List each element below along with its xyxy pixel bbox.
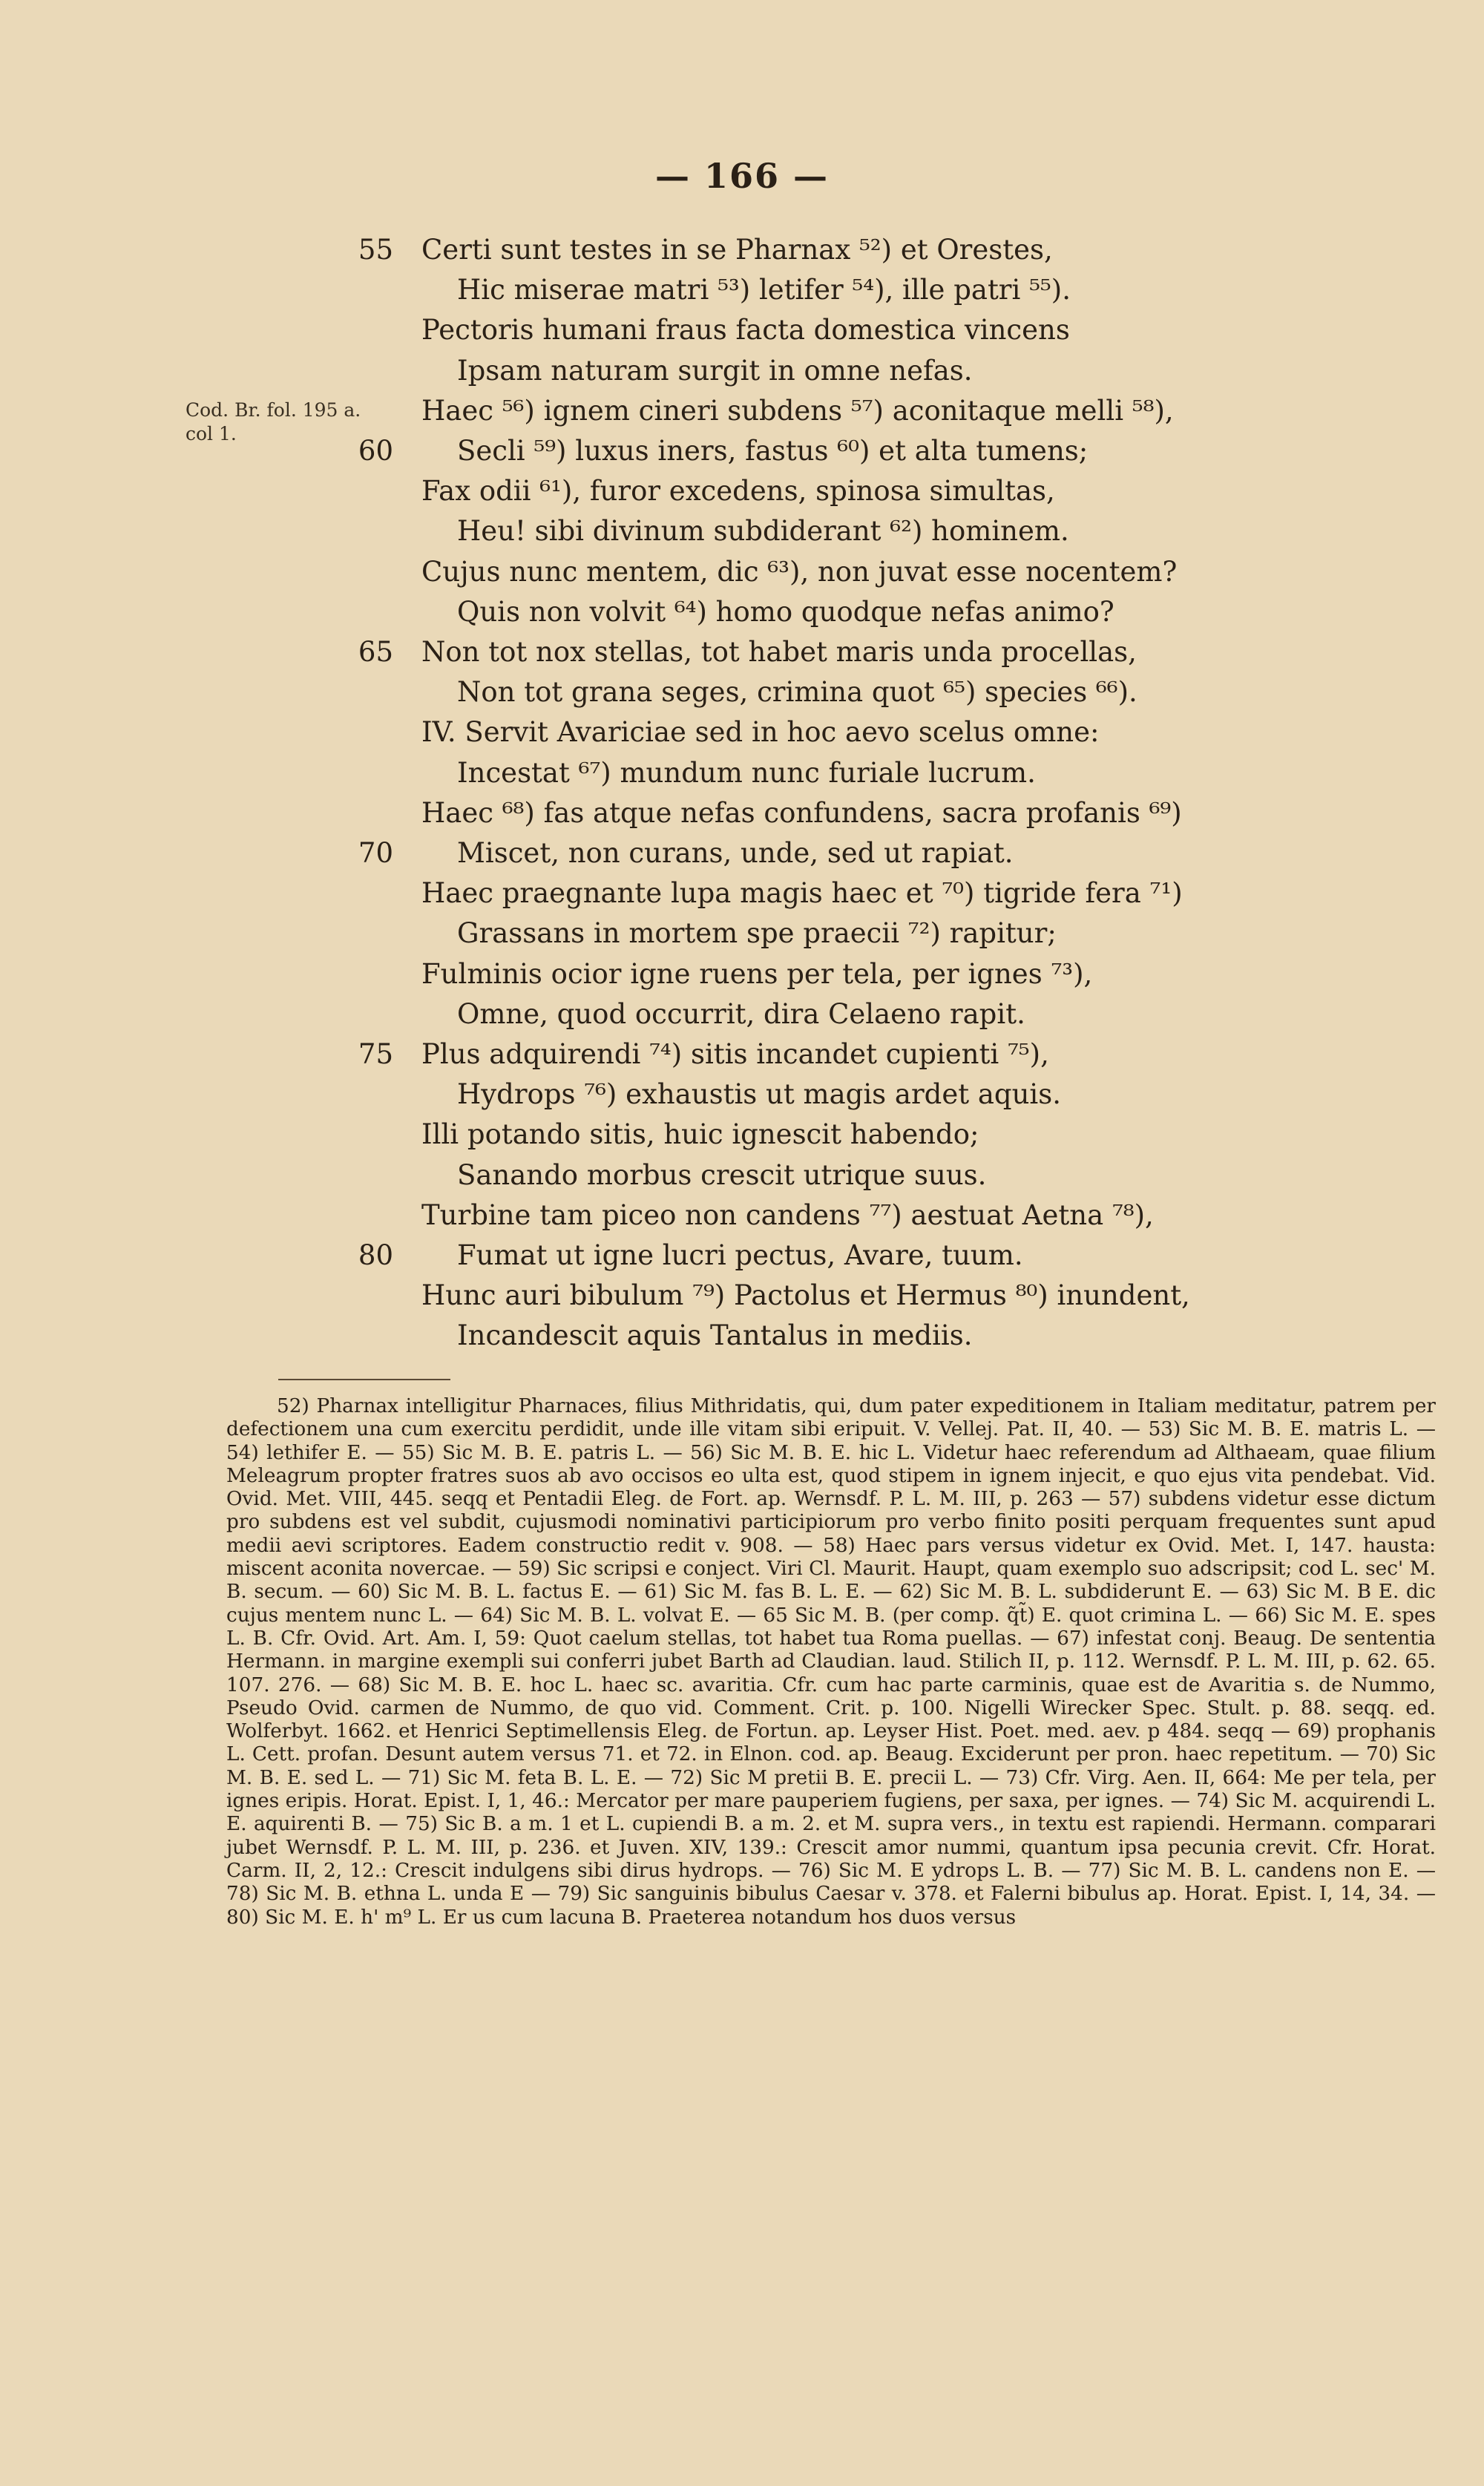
footnotes	[226, 1395, 1436, 1929]
verse-text: Non tot grana seges, crimina quot ⁶⁵) species ⁶⁶).	[457, 676, 1137, 709]
verse-text: Illi potando sitis, huic ignescit habendo;	[421, 1118, 979, 1151]
verse-text: Secli ⁵⁹) luxus iners, fastus ⁶⁰) et alta tumens;	[457, 435, 1089, 467]
verse-text: Pectoris humani fraus facta domestica vincens	[421, 314, 1070, 347]
verse-text: Non tot nox stellas, tot habet maris unda procellas,	[421, 636, 1137, 668]
footnote-divider	[278, 1379, 450, 1380]
verse-text: Miscet, non curans, unde, sed ut rapiat.	[457, 837, 1014, 869]
verse-text: Plus adquirendi ⁷⁴) sitis incandet cupienti ⁷⁵),	[421, 1038, 1049, 1070]
verse-number: 65	[358, 636, 393, 668]
verse-text: Heu! sibi divinum subdiderant ⁶²) hominem.	[457, 515, 1069, 548]
verse-text: Fumat ut igne lucri pectus, Avare, tuum.	[457, 1239, 1023, 1271]
verse-text: Omne, quod occurrit, dira Celaeno rapit.	[457, 997, 1025, 1030]
verse-text: Certi sunt testes in se Pharnax ⁵²) et Orestes,	[421, 234, 1053, 266]
verse-text: Hydrops ⁷⁶) exhaustis ut magis ardet aquis.	[457, 1078, 1062, 1111]
verse-text: Haec ⁵⁶) ignem cineri subdens ⁵⁷) aconitaque melli ⁵⁸),	[421, 394, 1174, 427]
verse-text: Fax odii ⁶¹), furor excedens, spinosa simultas,	[421, 475, 1055, 508]
verse-text: Incestat ⁶⁷) mundum nunc furiale lucrum.	[457, 756, 1036, 789]
verse-text: Hunc auri bibulum ⁷⁹) Pactolus et Hermus ⁸⁰) inundent,	[421, 1279, 1190, 1312]
verse-text: Sanando morbus crescit utrique suus.	[457, 1158, 987, 1191]
verse-number: 60	[358, 435, 393, 467]
footnote-text: 52) Pharnax intelligitur Pharnaces, filius Mithridatis, qui, dum pater expeditionem in Italiam meditatur, patrem per defectionem una cum exercitu perdidit, unde ille vitam sibi eripuit. V. Vellej. Pat. II, 40. — 53) Sic M. B. E. matris L. — 54) lethifer E. — 55) Sic M. B. E. patris L. — 56) Sic M. B. E. hic L. Videtur haec referendum ad Althaeam, quae filium Meleagrum propter fratres suos ab avo occisos eo ulta est, quod stipem in ignem injecit, e quo ejus vita pendebat. Vid. Ovid. Met. VIII, 445. seqq et Pentadii Eleg. de Fort. ap. Wernsdf. P. L. M. III, p. 263 — 57) subdens videtur esse dictum pro subdens est vel subdit, cujusmodi nominativi participiorum pro verbo finito positi perquam frequentes sunt apud medii aevi scriptores. Eadem constructio redit v. 908. — 58) Haec pars versus videtur ex Ovid. Met. I, 147. hausta: miscent aconita novercae. — 59) Sic scripsi e conject. Viri Cl. Maurit. Haupt, quam exemplo suo adscripsit; cod L. sec' M. B. secum. — 60) Sic M. B. L. factus E. — 61) Sic M. fas B. L. E. — 62) Sic M. B. L. subdiderunt E. — 63) Sic M. B E. dic cujus mentem nunc L. — 64) Sic M. B. L. volvat E. — 65 Sic M. B. (per comp. q̃t̃) E. quot crimina L. — 66) Sic M. E. spes L. B. Cfr. Ovid. Art. Am. I, 59: Quot caelum stellas, tot habet tua Roma puellas. — 67) infestat conj. Beaug. De sententia Hermann. in margine exempli sui conferri jubet Barth ad Claudian. laud. Stilich II, p. 112. Wernsdf. P. L. M. III, p. 62. 65. 107. 276. — 68) Sic M. B. E. hoc L. haec sc. avaritia. Cfr. cum hac parte carminis, quae est de Avaritia s. de Nummo, Pseudo Ovid. carmen de Nummo, de quo vid. Comment. Crit. p. 100. Nigelli Wirecker Spec. Stult. p. 88. seqq. ed. Wolferbyt. 1662. et Henrici Septimellensis Eleg. de Fortun. ap. Leyser Hist. Poet. med. aev. p 484. seqq — 69) prophanis L. Cett. profan. Desunt autem versus 71. et 72. in Elnon. cod. ap. Beaug. Exciderunt per pron. haec repetitum. — 70) Sic M. B. E. sed L. — 71) Sic M. feta B. L. E. — 72) Sic M pretii B. E. precii L. — 73) Cfr. Virg. Aen. II, 664: Me per tela, per ignes eripis. Horat. Epist. I, 1, 46.: Mercator per mare pauperiem fugiens, per saxa, per ignes. — 74) Sic M. acquirendi L. E. aquirenti B. — 75) Sic B. a m. 1 et L. cupiendi B. a m. 2. et M. supra vers., in textu est rapiendi. Hermann. comparari jubet Wernsdf. P. L. M. III, p. 236. et Juven. XIV, 139.: Crescit amor nummi, quantum ipsa pecunia crevit. Cfr. Horat. Carm. II, 2, 12.: Crescit indulgens sibi dirus hydrops. — 76) Sic M. E ydrops L. B. — 77) Sic M. B. L. candens non E. — 78) Sic M. B. ethna L. unda E — 79) Sic sanguinis bibulus Caesar v. 378. et Falerni bibulus ap. Horat. Epist. I, 14, 34. — 80) Sic M. E. h' m⁹ L. Er us cum lacuna B. Praeterea notandum hos duos versus	[226, 1395, 1436, 1929]
verse-number: 75	[358, 1038, 393, 1070]
verse-number: 70	[358, 837, 393, 869]
verse-text: Grassans in mortem spe praecii ⁷²) rapitur;	[457, 917, 1057, 950]
verse-text: Incandescit aquis Tantalus in mediis.	[457, 1319, 973, 1352]
verse-text: Cujus nunc mentem, dic ⁶³), non juvat esse nocentem?	[421, 555, 1178, 588]
verse-number: 80	[358, 1239, 393, 1271]
margin-note: Cod. Br. fol. 195 a. col 1.	[186, 399, 361, 445]
verse-text: Turbine tam piceo non candens ⁷⁷) aestuat Aetna ⁷⁸),	[421, 1198, 1154, 1231]
verse-number: 55	[358, 234, 393, 266]
page-number: — 166 —	[654, 156, 830, 196]
verse-text: Haec praegnante lupa magis haec et ⁷⁰) tigride fera ⁷¹)	[421, 877, 1183, 910]
verse-text: Quis non volvit ⁶⁴) homo quodque nefas animo?	[457, 595, 1114, 628]
verse-text: Haec ⁶⁸) fas atque nefas confundens, sacra profanis ⁶⁹)	[421, 796, 1182, 829]
verse-text: IV. Servit Avariciae sed in hoc aevo scelus omne:	[421, 716, 1100, 749]
verse-text: Fulminis ocior igne ruens per tela, per ignes ⁷³),	[421, 957, 1093, 990]
verse-text: Ipsam naturam surgit in omne nefas.	[457, 354, 973, 387]
verse-text: Hic miserae matri ⁵³) letifer ⁵⁴), ille patri ⁵⁵).	[457, 274, 1071, 306]
